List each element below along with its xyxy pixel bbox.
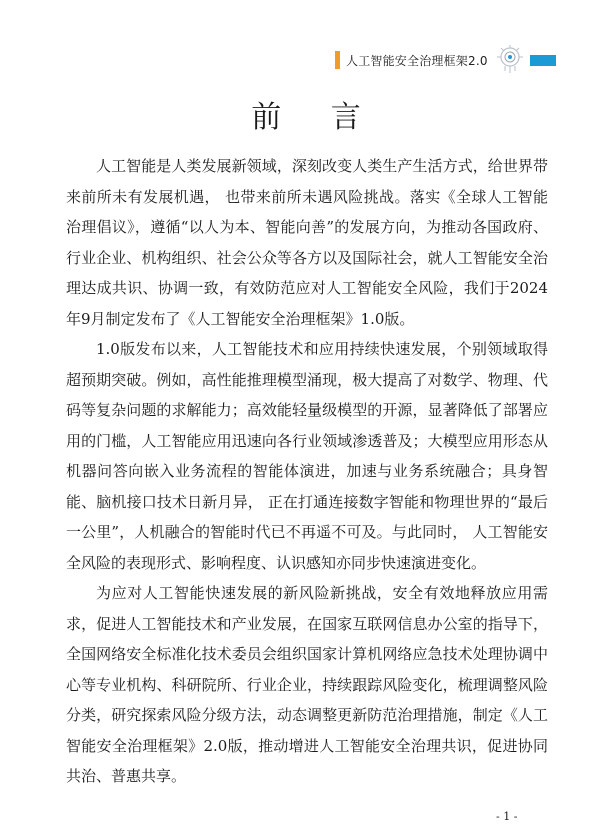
header-accent-bar xyxy=(335,51,340,69)
header-title: 人工智能安全治理框架2.0 xyxy=(346,54,488,68)
paragraph-1: 人工智能是人类发展新领域，深刻改变人类生产生活方式，给世界带来前所未有发展机遇， 也带来前所未遇风险挑战。落实《全球人工智能治理倡议》，遵循“以人为本、智能向善”的发展方向，为推动各国政府、行业企业、机构组织、社会公众等各方以及国际社会，就人工智能安全治理达成共识、协调一致，有效防范应对人工智能安全风险，我们于2024年9月制定发布了《人工智能安全治理框架》1.0版。 xyxy=(66,157,548,328)
ai-brain-circuit-logo-icon xyxy=(496,44,524,74)
header-tab-marker xyxy=(530,55,556,66)
paragraph-3: 为应对人工智能快速发展的新风险新挑战，安全有效地释放应用需求，促进人工智能技术和产业发展，在国家互联网信息办公室的指导下，全国网络安全标准化技术委员会组织国家计算机网络应急技术处理协调中心等专业机构、科研院所、行业企业，持续跟踪风险变化，梳理调整风险分类，研究探索风险分级方法，动态调整更新防范治理措施，制定《人工智能安全治理框架》2.0版，推动增进人工智能安全治理共识，促进协同共治、普惠共享。 xyxy=(66,584,548,785)
page-header xyxy=(0,50,612,72)
page-title: 前 言 xyxy=(251,100,381,135)
page-number: - 1 - xyxy=(496,810,518,823)
preface-body xyxy=(66,151,548,792)
paragraph-2: 1.0版发布以来，人工智能技术和应用持续快速发展，个别领域取得超预期突破。例如，高性能推理模型涌现，极大提高了对数学、物理、代码等复杂问题的求解能力；高效能轻量级模型的开源，显著降低了部署应用的门槛，人工智能应用迅速向各行业领域渗透普及；大模型应用形态从机器问答向嵌入业务流程的智能体演进，加速与业务系统融合；具身智能、脑机接口技术日新月异， 正在打通连接数字智能和物理世界的“最后一公里”，人机融合的智能时代已不再遥不可及。与此同时， 人工智能安全风险的表现形式、影响程度、认识感知亦同步快速演进变化。 xyxy=(66,340,548,572)
